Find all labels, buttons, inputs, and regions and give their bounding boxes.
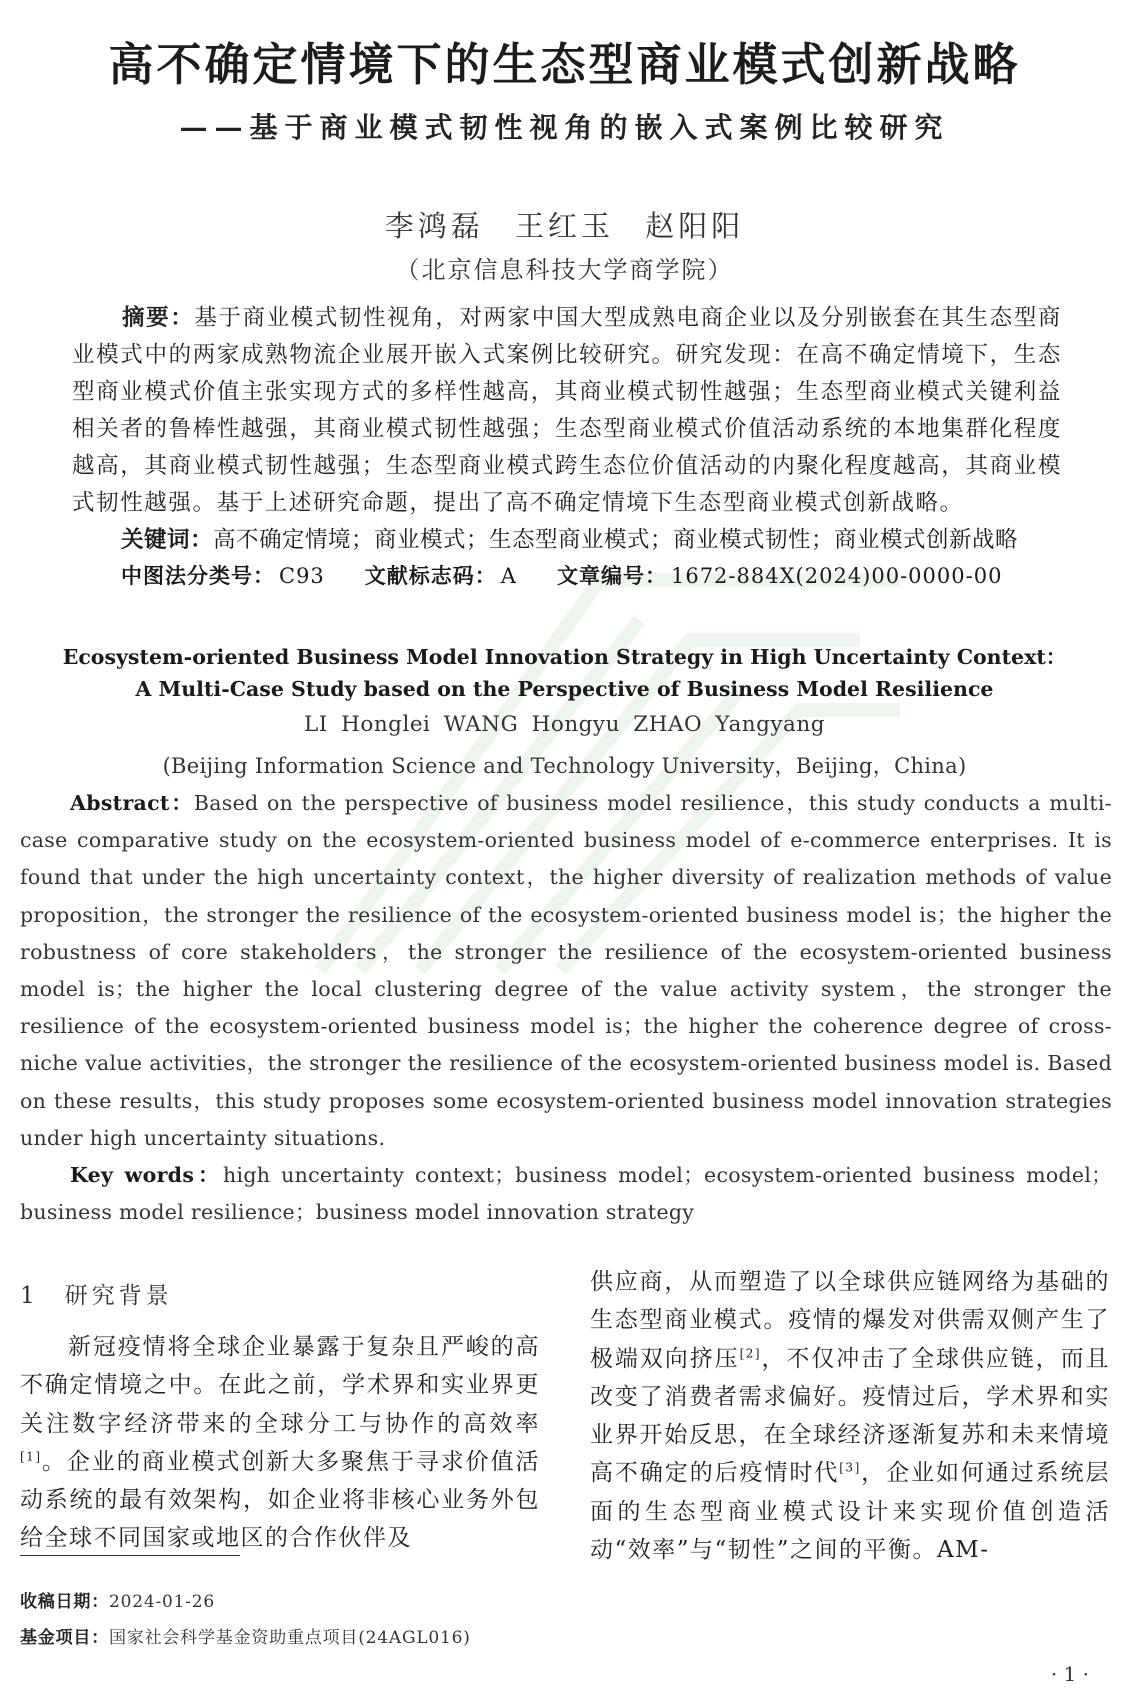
- keywords-en-label: Key words：: [70, 1163, 223, 1187]
- abstract-en-text: Based on the perspective of business model resilience，this study conducts a multi-case comparative study on the ecosystem-oriented business model of e-commerce enterprises. It is found that under the high uncertainty context，the higher diversity of realization methods of value proposition，the stronger the resilience of the ecosystem-oriented business model is；the higher the robustness of core stakeholders，the stronger the resilience of the ecosystem-oriented business model is；the higher the local clustering degree of the value activity system，the stronger the resilience of the ecosystem-oriented business model is；the higher the coherence degree of cross-niche value activities，the stronger the resilience of the ecosystem-oriented business model is. Based on these results，this study proposes some ecosystem-oriented business model innovation strategies under high uncertainty situations.: [20, 791, 1112, 1150]
- article-number-value: 1672-884X(2024)00-0000-00: [670, 564, 1003, 588]
- body-right-text-a: 供应商，从而塑造了以全球供应链网络为基础的生态型商业模式。疫情的爆发对供需双侧产生了极端双向挤压: [590, 1269, 1110, 1372]
- footnote-divider: [20, 1555, 240, 1556]
- citation-3[interactable]: [3]: [839, 1460, 861, 1475]
- body-left-text-b: 。企业的商业模式创新大多聚焦于寻求价值活动系统的最有效架构，如企业将非核心业务外包给全球不同国家或地区的合作伙伴及: [20, 1448, 540, 1552]
- body-column-left: [20, 1328, 540, 1558]
- footnote-fund: [20, 1623, 471, 1648]
- section-number: 1: [20, 1283, 39, 1309]
- english-affiliation: (Beijing Information Science and Technology University，Beijing，China): [162, 754, 967, 778]
- doc-code-value: A: [500, 564, 517, 588]
- fund-value: 国家社会科学基金资助重点项目(24AGL016): [109, 1628, 471, 1648]
- keywords-cn-text: 高不确定情境；商业模式；生态型商业模式；商业模式韧性；商业模式创新战略: [213, 527, 1019, 553]
- body-column-right: [590, 1263, 1110, 1569]
- clc-label: 中图法分类号：: [121, 564, 275, 588]
- abstract-cn-label: 摘要：: [122, 305, 195, 331]
- english-authors: LI Honglei WANG Hongyu ZHAO Yangyang: [304, 712, 825, 737]
- body-right-text-c: ，企业如何通过系统层面的生态型商业模式设计来实现价值创造活动“效率”与“韧性”之间的平衡。AM-: [590, 1460, 1111, 1564]
- body-right-text-b: ，不仅冲击了全球供应链，而且改变了消费者需求偏好。疫情过后，学术界和实业界开始反思，在全球经济逐渐复苏和未来情境高不确定的后疫情时代: [590, 1345, 1111, 1487]
- keywords-en-text: high uncertainty context；business model；ecosystem-oriented business model；business model resilience；business model innovation strategy: [20, 1163, 1112, 1224]
- english-abstract: [20, 785, 1112, 1157]
- abstract-en-label: Abstract：: [70, 791, 194, 815]
- body-left-text-a: 新冠疫情将全球企业暴露于复杂且严峻的高不确定情境之中。在此之前，学术界和实业界更关注数字经济带来的全球分工与协作的高效率: [20, 1334, 540, 1437]
- page-number: · 1 ·: [1050, 1662, 1089, 1686]
- english-title-line1: Ecosystem-oriented Business Model Innovation Strategy in High Uncertainty Context：: [62, 645, 1067, 669]
- chinese-abstract: [72, 300, 1062, 522]
- paper-title: 高不确定情境下的生态型商业模式创新战略: [108, 38, 1021, 91]
- affiliation: （北京信息科技大学商学院）: [395, 256, 734, 284]
- section-heading: [20, 1277, 173, 1310]
- citation-1[interactable]: [1]: [20, 1449, 42, 1464]
- english-keywords: [20, 1157, 1112, 1231]
- keywords-cn-label: 关键词：: [121, 527, 214, 553]
- english-title-line2: A Multi-Case Study based on the Perspective of Business Model Resilience: [135, 677, 994, 701]
- chinese-keywords: [121, 522, 1071, 554]
- abstract-cn-text: 基于商业模式韧性视角，对两家中国大型成熟电商企业以及分别嵌套在其生态型商业模式中的两家成熟物流企业展开嵌入式案例比较研究。研究发现：在高不确定情境下，生态型商业模式价值主张实现方式的多样性越高，其商业模式韧性越强；生态型商业模式关键利益相关者的鲁棒性越强，其商业模式韧性越强；生态型商业模式价值活动系统的本地集群化程度越高，其商业模式韧性越强；生态型商业模式跨生态位价值活动的内聚化程度越高，其商业模式韧性越强。基于上述研究命题，提出了高不确定情境下生态型商业模式创新战略。: [72, 305, 1062, 516]
- paper-subtitle: ——基于商业模式韧性视角的嵌入式案例比较研究: [179, 111, 950, 144]
- received-label: 收稿日期：: [20, 1592, 109, 1612]
- footnote-received: [20, 1587, 215, 1612]
- classification-line: [121, 560, 1071, 590]
- doc-code-label: 文献标志码：: [364, 564, 497, 588]
- fund-label: 基金项目：: [20, 1628, 109, 1648]
- article-number-label: 文章编号：: [556, 564, 667, 588]
- authors: 李鸿磊 王红玉 赵阳阳: [384, 209, 745, 243]
- received-value: 2024-01-26: [109, 1592, 216, 1612]
- clc-value: C93: [279, 564, 325, 588]
- citation-2[interactable]: [2]: [739, 1345, 762, 1360]
- section-title: 研究背景: [64, 1283, 173, 1309]
